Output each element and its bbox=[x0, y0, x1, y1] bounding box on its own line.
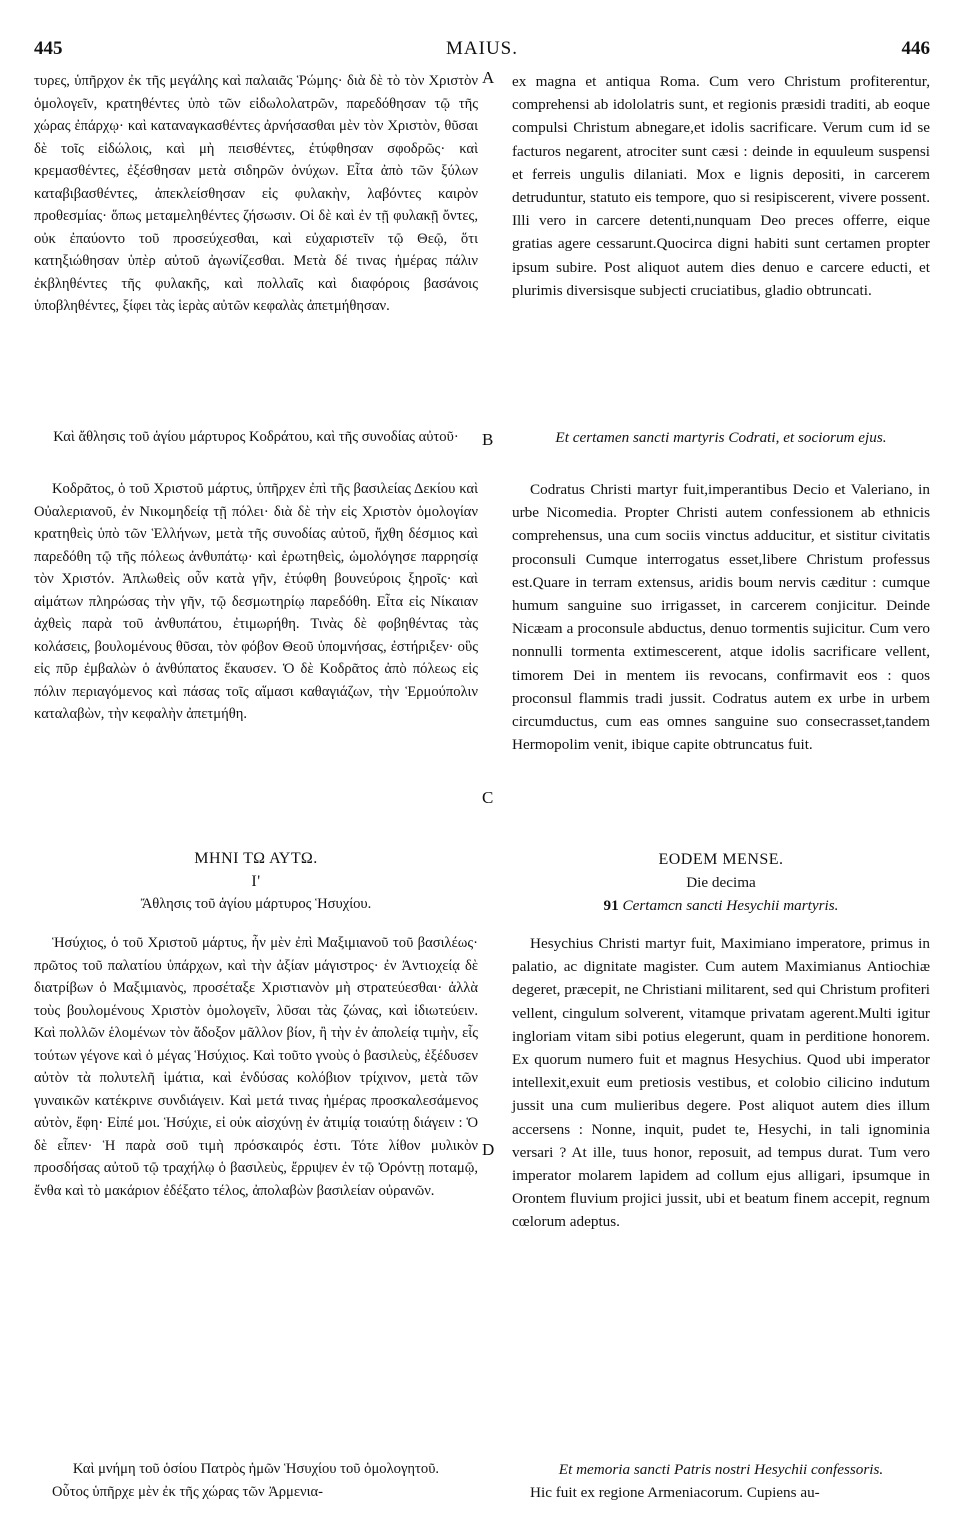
greek-paragraph-codratus: Κοδρᾶτος, ὁ τοῦ Χριστοῦ μάρτυς, ὑπῆρχεν ἐπὶ τῆς βασιλείας Δεκίου καὶ Οὐαλεριανοῦ, ἐν Νικομηδείᾳ τῇ πόλει· διὰ δὲ τὴν εἰς Χριστὸν ὁμολογίαν κρατηθεὶς ὑπὸ τῶν Ἑλλήνων, μετὰ τῆς συνοδίας αὐτοῦ, ἤχθη δέσμιος καὶ παρεδόθη τῷ τῆς πόλεως ἀνθυπάτῳ· καὶ ἐρωτηθεὶς, ὡμολόγησε παρρησίᾳ τὸν Χριστόν. Ἀπλωθεὶς οὖν κατὰ γῆν, ἐτύφθη βουνεύροις ξηροῖς· καὶ αἱμάτων πληρώσας τὴν γῆν, τῷ δεσμωτηρίῳ παρεδόθη. Εἶτα εἰς Νίκαιαν ἀχθεὶς παρὰ τοῦ ἀνθυπάτου, ἐτιμωρήθη. Τινὰς δὲ φοβηθέντας τὰς κολάσεις, βουλομένους θῦσαι, τὸν φόβον Θεοῦ ὑπομνήσας, ἐστήριξεν· οὓς εἰς πῦρ ἐμβαλὼν ὁ ἀνθύπατος ἔκαυσεν. Ὁ δὲ Κοδρᾶτος ἀπὸ πόλεως εἰς πόλιν περιαγόμενος καὶ πάσας τοῖς αἵμασι καθαγιάζων, τὴν Ἑρμούπολιν καταλαβὼν, τὴν κεφαλὴν ἀπετμήθη. bbox=[34, 481, 478, 722]
greek-block-2 bbox=[34, 426, 478, 449]
latin-block-4 bbox=[512, 848, 930, 918]
margin-marker-b: B bbox=[482, 430, 494, 449]
greek-paragraph-1: τυρες, ὑπῆρχον ἐκ τῆς μεγάλης καὶ παλαιᾶς Ῥώμης· διὰ δὲ τὸ τὸν Χριστὸν ὁμολογεῖν, κρατηθέντες ὑπὸ τῶν εἰδωλολατρῶν, παρεδόθησαν τῷ τῆς χώρας ἐπάρχῳ· καὶ καταναγκασθέντες ἀρνήσασθαι μὲν τὸν Χριστὸν, θῦσαι δὲ τοῖς εἰδώλοις, καὶ μὴ πεισθέντες, ἐτύφθησαν σφοδρῶς· καὶ κρεμασθέντες, ἐξέσθησαν μετὰ σιδηρῶν ὀνύχων. Εἶτα ἀπὸ τῶν ξύλων καταβιβασθέντες, ἀπεκλείσθησαν εἰς φυλακὴν, λαβόντες καιρὸν προθεσμίας· ὅπως μεταμεληθέντες ζήσωσιν. Οἱ δὲ καὶ ἐν τῇ φυλακῇ ὄντες, οὐκ ἐπαύοντο τοῦ προσεύχεσθαι, καὶ εὐχαριστεῖν τῷ Θεῷ, ὅτι κατηξιώθησαν ὑπὲρ αὐτοῦ ἀγωνίζεσθαι. Μετὰ δέ τινας ἡμέρας πάλιν ἐκβληθέντες τῆς φυλακῆς, καὶ πολλαῖς καὶ διαφόροις βασάνοις ὑποβληθέντες, ξίφει τὰς ἱερὰς αὐτῶν κεφαλὰς ἀπετμήθησαν. bbox=[34, 73, 478, 314]
page-number-left: 445 bbox=[34, 38, 63, 59]
latin-day-heading: Die decima bbox=[686, 874, 756, 892]
latin-title-codratus: Et certamen sancti martyris Codrati, et sociorum ejus. bbox=[555, 429, 887, 446]
greek-title-codratus: Καὶ ἄθλησις τοῦ ἁγίου μάρτυρος Κοδράτου, καὶ τῆς συνοδίας αὐτοῦ· bbox=[53, 429, 459, 445]
page-number-right: 446 bbox=[901, 38, 930, 59]
latin-title-confessor: Et memoria sancti Patris nostri Hesychii confessoris. bbox=[558, 1461, 884, 1478]
margin-marker-d: D bbox=[482, 1140, 495, 1159]
running-title: MAIUS. bbox=[446, 38, 518, 59]
latin-title-hesychius bbox=[512, 894, 930, 917]
greek-block-6 bbox=[34, 1458, 478, 1503]
greek-block-4 bbox=[34, 848, 478, 916]
latin-paragraph-codratus: Codratus Christi martyr fuit,imperantibus Decio et Valeriano, in urbe Nicomedia. Propter Christi autem confessionem ab ethnicis comprehensus, una cum sociis vinctus adducitur, et sistitur civitatis proconsuli Cumque interrogatus esset,libere Christum professus est.Quare in terram extensus, aridis boum nervis cæditur : cumque humum sanguine suo irrigasset, in carcerem conjicitur. Deinde Nicæam a proconsule abductus, denuo tormentis sujicitur. Cum vero nonnulli tormenta extimescerent, atque idolis sacrificare vellent, timorem Dei in mentem iis revocans, confirmavit eos : quos proconsul flammis tradi jussit. Codratus autem ex urbe in urbem circumductus, cum eas omnes sanguine suo consecrasset,tandem Hermopolim venit, ibique capite obtruncatus fuit. bbox=[512, 481, 930, 754]
greek-block-3 bbox=[34, 478, 478, 726]
greek-block-1 bbox=[34, 70, 478, 318]
greek-month-heading: ΜΗΝΙ ΤΩ ΑΥΤΩ. bbox=[194, 850, 318, 867]
latin-block-1 bbox=[512, 70, 930, 302]
greek-title-confessor: Καὶ μνήμη τοῦ ὁσίου Πατρὸς ἡμῶν Ἡσυχίου τοῦ ὁμολογητοῦ. bbox=[72, 1461, 440, 1477]
latin-paragraph-confessor: Hic fuit ex regione Armeniacorum. Cupiens au- bbox=[530, 1484, 820, 1502]
margin-marker-a: A bbox=[482, 68, 495, 87]
margin-marker-c: C bbox=[482, 788, 494, 807]
greek-day-heading: Ι' bbox=[251, 872, 261, 890]
latin-paragraph-1: ex magna et antiqua Roma. Cum vero Christum profiterentur, comprehensi ab idololatris sunt, et regionis præsidi traditi, ab eoque compulsi Christum abnegare,et idolis sacrificare. Verum cum id se facturos negarent, atrociter sunt cæsi : deinde in equuleum suspensi et ferreis ungulis dilaniati. Mox e lignis depositi, in carcerem detruduntur, statuto eis tempore, quo si resipiscerent, vivere possent. Illi vero in carcere detenti,nunquam Deo preces offerre, eique gratias agere cessarunt.Quocirca digni habiti sunt certamen propter ipsum subire. Post aliquot autem dies denuo e carcere educti, et plurimis diversisque subjecti cruciatibus, gladio obtruncati. bbox=[512, 73, 930, 299]
latin-block-2 bbox=[512, 426, 930, 449]
latin-title-hesychius-text: Certamcn sancti Hesychii martyris. bbox=[622, 897, 839, 915]
latin-block-3 bbox=[512, 478, 930, 756]
section-number: 91 bbox=[603, 897, 619, 915]
latin-block-6 bbox=[512, 1458, 930, 1504]
latin-paragraph-hesychius: Hesychius Christi martyr fuit, Maximiano imperatore, primus in palatio, ac dignitate magister. Cum autem Maximianus Antiochiæ degeret, præcepit, ne Christiani militarent, sed qui Christum profiteri vellent, cingulum solverent, vitamque privatam agerent.Multi igitur ingloriam vitam sibi potius elegerunt, quam in perditione honorem. Ex quorum numero fuit et magnus Hesychius. Quod ubi imperator intellexit,exuit eum pretiosis vestibus, et colobio cilicino indutum jussit una cum mulieribus degere. Post aliquot autem dies illum accersens : Nonne, inquit, pudet te, Hesychi, in tali ignominia versari ? At ille, tuus honor, reposuit, ad tempus durat. Tum vero imperator molarem lapidem ad collum ejus alligari, ipsumque in Orontem fluvium projici jussit, ubi et beatum finem accepit, regnum cœlorum adeptus. bbox=[512, 935, 930, 1231]
latin-block-5 bbox=[512, 932, 930, 1234]
greek-block-5 bbox=[34, 932, 478, 1202]
greek-title-hesychius: Ἄθλησις τοῦ ἁγίου μάρτυρος Ἡσυχίου. bbox=[140, 896, 372, 912]
latin-month-heading: EODEM MENSE. bbox=[658, 851, 784, 868]
greek-paragraph-confessor: Οὗτος ὑπῆρχε μὲν ἐκ τῆς χώρας τῶν Ἀρμενια- bbox=[52, 1483, 324, 1500]
running-header bbox=[34, 38, 930, 60]
greek-paragraph-hesychius: Ἡσύχιος, ὁ τοῦ Χριστοῦ μάρτυς, ἦν μὲν ἐπὶ Μαξιμιανοῦ τοῦ βασιλέως· πρῶτος τοῦ παλατίου ὑπάρχων, καὶ τὴν ἀξίαν μάγιστρος· ἐν Ἀντιοχείᾳ δὲ διατρίβων ὁ Μαξιμιανὸς, προσέταξε Χριστιανὸν μὴ στρατεύεσθαι· ἀλλὰ τοὺς βουλομένους Χριστὸν ὁμολογεῖν, λῦσαι τὰς ζώνας, καὶ ἰδιωτεύειν. Καὶ πολλῶν ἑλομένων τὸν ἄδοξον μᾶλλον βίον, ἢ τὴν ἐν ἀπολείᾳ τιμὴν, εἷς τούτων γέγονε καὶ ὁ μέγας Ἡσύχιος. Καὶ τοῦτο γνοὺς ὁ βασιλεὺς, ἐξέδυσεν αὐτὸν τὰ πολυτελῆ ἱμάτια, καὶ ἐνδύσας κολόβιον τρίχινον, μετὰ τῶν γυναικῶν κατέκρινε συνδιάγειν. Καὶ μετά τινας ἡμέρας προσκαλεσάμενος αὐτὸν, ἔφη· Εἰπέ μοι. Ἡσύχιε, εἰ οὐκ αἰσχύνῃ ἐν ἀτιμίᾳ τοιαύτῃ διάγειν : Ὁ δὲ εἶπεν· Ἡ παρὰ σοῦ τιμὴ πρόσκαιρός ἐστι. Τότε λίθον μυλικὸν προσδήσας αὐτοῦ τῷ τραχήλῳ ὁ βασιλεὺς, ἔρριψεν ἐν τῷ Ὀρόντῃ ποταμῷ, ἔνθα καὶ τὸ μακάριον ἐδέξατο τέλος, ἀπολαβὼν βασιλείαν οὐρανῶν. bbox=[34, 935, 478, 1199]
